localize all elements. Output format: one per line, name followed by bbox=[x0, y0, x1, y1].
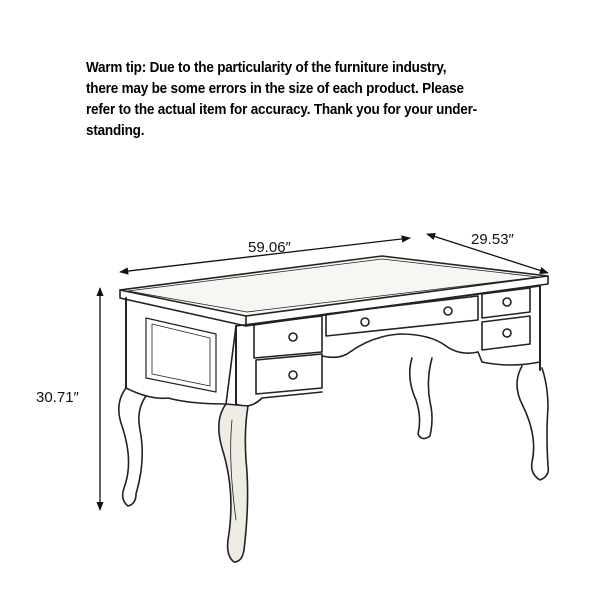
warm-tip-line-1: Warm tip: Due to the particularity of the furniture industry, bbox=[86, 60, 447, 76]
desk-drawing bbox=[119, 256, 549, 562]
height-label: 30.71″ bbox=[36, 389, 79, 406]
warm-tip-line-3: refer to the actual item for accuracy. Thank you for your under- bbox=[86, 102, 477, 118]
height-dimension bbox=[36, 288, 100, 510]
depth-label: 29.53″ bbox=[471, 231, 514, 248]
warm-tip-line-4: standing. bbox=[86, 123, 145, 139]
warm-tip-line-2: there may be some errors in the size of each product. Please bbox=[86, 81, 464, 97]
width-label: 59.06″ bbox=[248, 239, 291, 256]
